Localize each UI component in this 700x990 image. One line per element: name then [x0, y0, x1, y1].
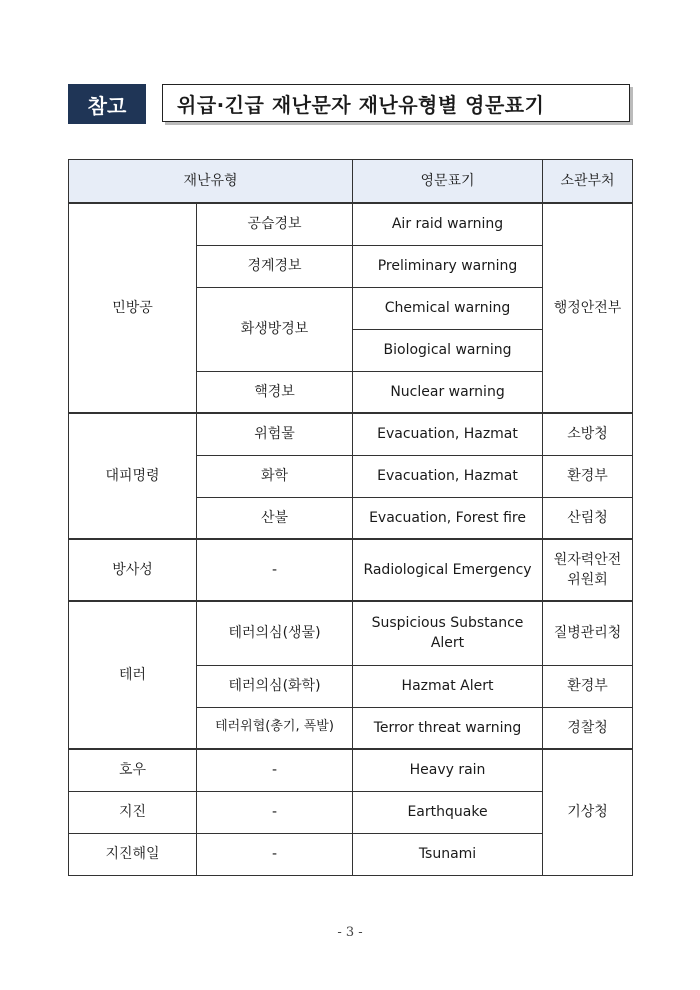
subtype-cell: 화생방경보	[197, 287, 353, 371]
dept-cell: 경찰청	[543, 707, 633, 749]
table-row	[69, 749, 633, 791]
table-row	[69, 203, 633, 245]
english-cell: Preliminary warning	[353, 245, 543, 287]
english-cell: Air raid warning	[353, 203, 543, 245]
group-terror: 테러	[69, 601, 197, 749]
subtype-cell: -	[197, 749, 353, 791]
english-cell: Evacuation, Hazmat	[353, 455, 543, 497]
subtype-cell: 테러의심(화학)	[197, 665, 353, 707]
subtype-cell: -	[197, 791, 353, 833]
subtype-cell: -	[197, 833, 353, 875]
english-cell: Radiological Emergency	[353, 539, 543, 601]
english-cell: Terror threat warning	[353, 707, 543, 749]
english-cell: Tsunami	[353, 833, 543, 875]
english-cell: Evacuation, Forest fire	[353, 497, 543, 539]
dept-cell: 기상청	[543, 749, 633, 875]
group-earthquake: 지진	[69, 791, 197, 833]
subtype-cell: 테러의심(생물)	[197, 601, 353, 665]
dept-cell: 소방청	[543, 413, 633, 455]
dept-cell: 행정안전부	[543, 203, 633, 413]
group-evacuation: 대피명령	[69, 413, 197, 539]
subtype-cell: 위험물	[197, 413, 353, 455]
subtype-cell: 경계경보	[197, 245, 353, 287]
dept-cell: 질병관리청	[543, 601, 633, 665]
page-header	[68, 84, 632, 124]
subtype-cell: 공습경보	[197, 203, 353, 245]
dept-cell: 환경부	[543, 455, 633, 497]
page-title: 위급·긴급 재난문자 재난유형별 영문표기	[162, 84, 630, 122]
page-number: - 3 -	[337, 925, 363, 940]
dept-cell: 산림청	[543, 497, 633, 539]
disaster-type-table	[68, 159, 633, 876]
subtype-cell: 화학	[197, 455, 353, 497]
dept-cell: 환경부	[543, 665, 633, 707]
header-english: 영문표기	[353, 160, 543, 204]
table-row	[69, 539, 633, 601]
english-cell: Earthquake	[353, 791, 543, 833]
reference-badge: 참고	[68, 84, 146, 124]
subtype-cell: -	[197, 539, 353, 601]
subtype-cell: 테러위협(총기, 폭발)	[197, 707, 353, 749]
english-cell: Suspicious Substance Alert	[353, 601, 543, 665]
table-row	[69, 413, 633, 455]
table-row	[69, 601, 633, 665]
english-cell: Hazmat Alert	[353, 665, 543, 707]
subtype-cell: 핵경보	[197, 371, 353, 413]
group-civil-defense: 민방공	[69, 203, 197, 413]
group-heavy-rain: 호우	[69, 749, 197, 791]
header-department: 소관부처	[543, 160, 633, 204]
english-cell: Evacuation, Hazmat	[353, 413, 543, 455]
group-radiation: 방사성	[69, 539, 197, 601]
group-tsunami: 지진해일	[69, 833, 197, 875]
dept-cell: 원자력안전위원회	[543, 539, 633, 601]
english-cell: Heavy rain	[353, 749, 543, 791]
english-cell: Nuclear warning	[353, 371, 543, 413]
english-cell: Chemical warning	[353, 287, 543, 329]
subtype-cell: 산불	[197, 497, 353, 539]
header-disaster-type: 재난유형	[69, 160, 353, 204]
table-header-row	[69, 160, 633, 204]
english-cell: Biological warning	[353, 329, 543, 371]
